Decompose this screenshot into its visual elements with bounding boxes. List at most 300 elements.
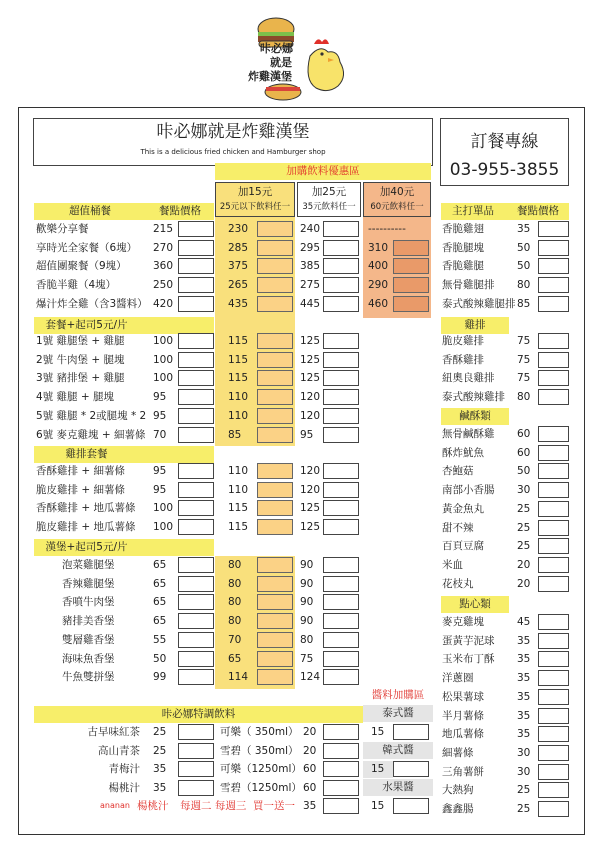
order-checkbox[interactable]	[538, 801, 569, 817]
singles-header: 主打單品	[452, 205, 494, 217]
menu-item-name: 鑫鑫腸	[442, 803, 474, 815]
tier-25-price: 120	[300, 409, 321, 422]
order-checkbox[interactable]	[178, 296, 214, 312]
logo-line-3: 炸雞漢堡	[248, 70, 292, 83]
logo-line-2: 就是	[270, 56, 292, 69]
drink-checkbox[interactable]	[178, 724, 214, 740]
order-checkbox[interactable]	[538, 633, 569, 649]
tier-15-checkbox[interactable]	[257, 296, 293, 312]
sauce-price: 15	[371, 726, 385, 738]
menu-item-name: 花枝丸	[442, 577, 474, 590]
menu-item-name: 松果薯球	[442, 690, 484, 703]
tier-25-price: 90	[300, 596, 314, 609]
menu-item-name: 雙層雞香堡	[62, 633, 115, 646]
tier-25-price: 75	[300, 652, 314, 665]
tier-15-price: 285	[228, 241, 249, 254]
tier-15-checkbox[interactable]	[257, 576, 293, 592]
menu-item-name: 2號 牛肉堡 + 腿塊	[36, 353, 125, 366]
menu-item-price: 25	[517, 540, 531, 553]
menu-item-price: 75	[517, 335, 531, 347]
menu-item-price: 35	[517, 728, 531, 741]
tier-25-checkbox[interactable]	[323, 277, 359, 293]
tier-40-line2: 60元飲料任一	[370, 202, 424, 212]
menu-item-price: 215	[153, 223, 174, 235]
menu-item-name: 香酥雞排 + 細薯條	[36, 465, 125, 477]
tier-25-price: 90	[300, 615, 314, 628]
soda-price: 20	[303, 744, 317, 757]
order-checkbox[interactable]	[538, 445, 569, 461]
order-checkbox[interactable]	[538, 538, 569, 554]
sauce-name: 韓式醬	[382, 744, 414, 756]
menu-item-name: 米血	[442, 558, 463, 571]
order-checkbox[interactable]	[538, 576, 569, 592]
tier-15-checkbox[interactable]	[257, 352, 293, 368]
tier-25-price: 295	[300, 241, 321, 254]
tier-40-price: 460	[368, 297, 389, 310]
order-checkbox[interactable]	[538, 520, 569, 536]
order-checkbox[interactable]	[538, 614, 569, 630]
drink-checkbox[interactable]	[178, 761, 214, 777]
menu-item-name: 香脆半雞（4塊）	[36, 279, 117, 292]
menu-item-name: 泰式酸辣雞排	[442, 391, 505, 404]
tier-15-price: 70	[228, 633, 242, 646]
soda-checkbox[interactable]	[323, 743, 359, 759]
drink-name: 高山青茶	[98, 744, 140, 757]
tier-25-checkbox[interactable]	[323, 370, 359, 386]
drink-price: 25	[153, 744, 167, 757]
menu-item-name: 香脆雞翅	[442, 223, 484, 235]
promo-price: 35	[303, 800, 317, 812]
menu-item-price: 65	[153, 615, 167, 628]
menu-item-name: 香脆雞腿	[442, 260, 484, 273]
tier-25-checkbox[interactable]	[323, 240, 359, 256]
order-checkbox[interactable]	[538, 352, 569, 368]
menu-item-price: 95	[153, 391, 167, 404]
tier-15-checkbox[interactable]	[257, 427, 293, 443]
order-checkbox[interactable]	[538, 370, 569, 386]
order-checkbox[interactable]	[538, 670, 569, 686]
menu-item-name: 豬排美香堡	[62, 615, 115, 628]
menu-item-price: 100	[153, 372, 174, 385]
tier-15-price: 115	[228, 353, 249, 366]
tier-25-price: 120	[300, 465, 321, 477]
sauce-checkbox[interactable]	[393, 798, 429, 814]
soda-price: 60	[303, 763, 317, 776]
tier-25-checkbox[interactable]	[323, 669, 359, 685]
order-checkbox[interactable]	[538, 782, 569, 798]
order-checkbox[interactable]	[178, 651, 214, 667]
tier-15-price: 265	[228, 279, 249, 292]
tier-40-price: 400	[368, 260, 389, 273]
menu-item-price: 45	[517, 616, 531, 628]
tier-25-checkbox[interactable]	[323, 408, 359, 424]
menu-item-name: 香酥雞排	[442, 353, 484, 366]
menu-item-price: 65	[153, 559, 167, 571]
tier-15-checkbox[interactable]	[257, 277, 293, 293]
menu-item-name: 杏鮑菇	[442, 465, 474, 478]
tier-40-checkbox[interactable]	[393, 258, 429, 274]
order-checkbox[interactable]	[178, 519, 214, 535]
menu-item-name: 脆皮雞排	[442, 335, 484, 347]
order-checkbox[interactable]	[178, 557, 214, 573]
tier-25-checkbox[interactable]	[323, 221, 359, 237]
drink-name: 古早味紅茶	[87, 726, 140, 738]
tier-40-checkbox[interactable]	[393, 277, 429, 293]
order-checkbox[interactable]	[538, 745, 569, 761]
menu-item-price: 50	[517, 241, 531, 254]
menu-item-name: 三角薯餅	[442, 765, 484, 778]
menu-item-price: 99	[153, 671, 167, 684]
tier-15-checkbox[interactable]	[257, 613, 293, 629]
tier-40-price: 290	[368, 279, 389, 292]
tier-25-checkbox[interactable]	[323, 594, 359, 610]
tier-40-checkbox[interactable]	[393, 240, 429, 256]
menu-item-price: 270	[153, 241, 174, 254]
tier-15-price: 80	[228, 615, 242, 628]
order-checkbox[interactable]	[538, 557, 569, 573]
menu-item-name: 海味魚香堡	[62, 652, 115, 665]
tier-25-checkbox[interactable]	[323, 482, 359, 498]
tier-25-price: 275	[300, 279, 321, 292]
tier-25-checkbox[interactable]	[323, 389, 359, 405]
order-checkbox[interactable]	[178, 352, 214, 368]
promo-days: 每週二 每週三	[180, 800, 247, 812]
drink-checkbox[interactable]	[178, 743, 214, 759]
tier-15-price: 85	[228, 428, 242, 441]
page-subtitle: This is a delicious fried chicken and Hamburger shop	[140, 148, 326, 156]
tier-15-checkbox[interactable]	[257, 463, 293, 479]
menu-item-price: 30	[517, 746, 531, 759]
order-checkbox[interactable]	[178, 389, 214, 405]
order-checkbox[interactable]	[178, 594, 214, 610]
tier-15-checkbox[interactable]	[257, 632, 293, 648]
menu-item-name: 泰式酸辣雞腿排	[442, 297, 516, 310]
menu-item-price: 80	[517, 391, 531, 404]
order-checkbox[interactable]	[178, 576, 214, 592]
tier-25-price: 80	[300, 633, 314, 646]
snacks-header: 點心類	[459, 598, 491, 610]
menu-item-price: 35	[517, 709, 531, 722]
tier-15-price: 115	[228, 502, 249, 515]
tier-15-price: 230	[228, 223, 249, 235]
tier-25-checkbox[interactable]	[323, 519, 359, 535]
menu-item-price: 35	[517, 690, 531, 703]
logo	[248, 14, 358, 104]
drink-promo-label: 加購飲料優惠區	[286, 165, 360, 177]
order-checkbox[interactable]	[178, 482, 214, 498]
order-checkbox[interactable]	[538, 708, 569, 724]
tier-25-price: 95	[300, 428, 314, 441]
order-checkbox[interactable]	[538, 258, 569, 274]
tier-15-price: 80	[228, 596, 242, 609]
menu-item-price: 50	[517, 260, 531, 273]
menu-item-name: 香辣雞腿堡	[62, 577, 115, 590]
menu-item-price: 65	[153, 596, 167, 609]
promo-checkbox[interactable]	[323, 798, 359, 814]
drink-name: 楊桃汁	[108, 782, 140, 795]
menu-item-name: 4號 雞腿 + 腿塊	[36, 391, 114, 404]
drink-price: 25	[153, 726, 167, 738]
tier-25-checkbox[interactable]	[323, 333, 359, 349]
tier-15-price: 435	[228, 297, 249, 310]
menu-item-name: 百頁豆腐	[442, 540, 484, 553]
fried-header: 鹹酥類	[459, 410, 491, 422]
order-checkbox[interactable]	[538, 726, 569, 742]
order-checkbox[interactable]	[538, 501, 569, 517]
menu-item-name: 歡樂分享餐	[36, 223, 89, 235]
cutlets-header: 雞排	[464, 319, 486, 331]
soda-name: 雪碧（ 350ml）	[220, 744, 299, 757]
menu-item-name: 甜不辣	[442, 521, 474, 534]
soda-name: 可樂（1250ml）	[220, 763, 302, 776]
soda-checkbox[interactable]	[323, 761, 359, 777]
tier-15-price: 110	[228, 391, 249, 404]
menu-item-name: 地瓜薯條	[442, 728, 484, 741]
menu-item-price: 25	[517, 803, 531, 815]
order-checkbox[interactable]	[538, 482, 569, 498]
menu-item-name: 無骨雞腿排	[442, 279, 495, 292]
sets-header: 套餐+起司5元/片	[45, 319, 128, 331]
order-checkbox[interactable]	[178, 500, 214, 516]
drinks-header: 咔必娜特調飲料	[161, 708, 236, 720]
order-checkbox[interactable]	[178, 333, 214, 349]
sauce-price: 15	[371, 763, 385, 775]
tier-15-price: 110	[228, 483, 249, 496]
drink-name: 青梅汁	[108, 763, 140, 776]
drink-price: 35	[153, 782, 167, 795]
tier-25-checkbox[interactable]	[323, 258, 359, 274]
order-checkbox[interactable]	[538, 651, 569, 667]
burgers-header: 漢堡+起司5元/片	[45, 541, 128, 553]
menu-item-price: 100	[153, 521, 174, 534]
soda-name: 雪碧（1250ml）	[220, 782, 302, 795]
drink-price: 35	[153, 763, 167, 776]
order-checkbox[interactable]	[178, 408, 214, 424]
tier-15-line1: 加15元	[237, 186, 273, 198]
order-checkbox[interactable]	[538, 333, 569, 349]
tier-15-price: 80	[228, 577, 242, 590]
menu-item-name: 5號 雞腿 * 2或腿塊 * 2	[36, 409, 147, 422]
order-checkbox[interactable]	[538, 240, 569, 256]
tier-25-price: 445	[300, 297, 321, 310]
order-checkbox[interactable]	[178, 221, 214, 237]
tier-25-checkbox[interactable]	[323, 352, 359, 368]
menu-item-name: 細薯條	[442, 746, 474, 759]
menu-item-price: 35	[517, 672, 531, 685]
order-checkbox[interactable]	[538, 277, 569, 293]
menu-item-price: 100	[153, 335, 174, 347]
order-checkbox[interactable]	[178, 632, 214, 648]
menu-item-price: 360	[153, 260, 174, 273]
menu-item-price: 35	[517, 634, 531, 647]
menu-item-price: 250	[153, 279, 174, 292]
menu-item-price: 80	[517, 279, 531, 292]
drink-checkbox[interactable]	[178, 780, 214, 796]
tier-40-line1: 加40元	[379, 186, 415, 198]
tier-15-checkbox[interactable]	[257, 240, 293, 256]
tier-15-checkbox[interactable]	[257, 500, 293, 516]
menu-item-price: 50	[517, 465, 531, 478]
menu-item-name: 香酥雞排 + 地瓜薯條	[36, 502, 136, 515]
tier-25-checkbox[interactable]	[323, 613, 359, 629]
menu-item-name: 脆皮雞排 + 地瓜薯條	[36, 521, 136, 534]
menu-item-price: 35	[517, 653, 531, 666]
order-checkbox[interactable]	[178, 370, 214, 386]
menu-item-price: 65	[153, 577, 167, 590]
menu-item-name: 6號 麥克雞塊 + 細薯條	[36, 428, 146, 441]
menu-item-name: 黃金魚丸	[442, 502, 484, 515]
menu-item-price: 95	[153, 409, 167, 422]
singles-price-header: 餐點價格	[517, 205, 559, 217]
soda-name: 可樂（ 350ml）	[220, 726, 299, 738]
order-checkbox[interactable]	[538, 463, 569, 479]
menu-item-price: 30	[517, 765, 531, 778]
tier-15-checkbox[interactable]	[257, 221, 293, 237]
tier-25-price: 90	[300, 577, 314, 590]
menu-item-name: 玉米布丁酥	[442, 653, 495, 666]
menu-item-name: 無骨鹹酥雞	[442, 428, 495, 440]
menu-item-name: 泡菜雞腿堡	[62, 559, 115, 571]
tier-25-price: 125	[300, 335, 321, 347]
menu-item-price: 95	[153, 465, 167, 477]
tier-25-price: 385	[300, 260, 321, 273]
tier-15-line2: 25元以下飲料任一	[219, 202, 291, 212]
menu-item-price: 25	[517, 521, 531, 534]
promo-prefix: ananan	[100, 801, 130, 810]
tier-25-price: 120	[300, 483, 321, 496]
order-checkbox[interactable]	[538, 689, 569, 705]
logo-line-1: 咔必娜	[260, 42, 293, 55]
menu-item-name: 香噴牛肉堡	[62, 596, 115, 609]
order-checkbox[interactable]	[178, 613, 214, 629]
menu-item-price: 100	[153, 502, 174, 515]
tier-15-price: 115	[228, 335, 249, 347]
tier-25-line2: 35元飲料任一	[302, 202, 356, 212]
tier-15-checkbox[interactable]	[257, 482, 293, 498]
tier-15-price: 115	[228, 372, 249, 385]
menu-item-name: 大熱狗	[442, 784, 474, 797]
order-checkbox[interactable]	[178, 427, 214, 443]
tier-25-checkbox[interactable]	[323, 463, 359, 479]
menu-item-name: 麥克雞塊	[442, 616, 484, 628]
order-checkbox[interactable]	[538, 389, 569, 405]
menu-item-price: 100	[153, 353, 174, 366]
order-checkbox[interactable]	[538, 296, 569, 312]
tier-15-checkbox[interactable]	[257, 370, 293, 386]
tier-25-checkbox[interactable]	[323, 557, 359, 573]
order-checkbox[interactable]	[178, 669, 214, 685]
menu-item-name: 脆皮雞排 + 細薯條	[36, 483, 125, 496]
promo-item: 楊桃汁	[137, 800, 169, 812]
order-checkbox[interactable]	[538, 221, 569, 237]
menu-item-price: 60	[517, 446, 531, 459]
tier-15-checkbox[interactable]	[257, 557, 293, 573]
tier-25-price: 125	[300, 372, 321, 385]
order-checkbox[interactable]	[178, 258, 214, 274]
tier-25-checkbox[interactable]	[323, 632, 359, 648]
tier-25-checkbox[interactable]	[323, 576, 359, 592]
tier-15-checkbox[interactable]	[257, 651, 293, 667]
tier-25-checkbox[interactable]	[323, 296, 359, 312]
order-checkbox[interactable]	[178, 240, 214, 256]
menu-item-price: 75	[517, 372, 531, 385]
menu-item-name: 享時光全家餐（6塊）	[36, 241, 138, 254]
tier-15-checkbox[interactable]	[257, 258, 293, 274]
menu-item-name: 半月薯條	[442, 709, 484, 722]
tier-25-checkbox[interactable]	[323, 500, 359, 516]
soda-price: 20	[303, 726, 317, 738]
tier-15-checkbox[interactable]	[257, 389, 293, 405]
sauce-checkbox[interactable]	[393, 761, 429, 777]
sauce-name: 泰式醬	[382, 707, 414, 719]
menu-item-name: 紐奧良雞排	[442, 372, 495, 385]
tier-25-price: 120	[300, 391, 321, 404]
menu-item-price: 35	[517, 223, 531, 235]
tier-25-price: 124	[300, 671, 321, 684]
tier-15-price: 114	[228, 671, 249, 684]
tier-25-price: 125	[300, 521, 321, 534]
sauce-price: 15	[371, 800, 385, 812]
tier-25-price: 125	[300, 353, 321, 366]
tier-15-price: 110	[228, 465, 249, 477]
menu-item-name: 3號 豬排堡 + 雞腿	[36, 372, 125, 385]
menu-item-price: 25	[517, 502, 531, 515]
menu-item-price: 85	[517, 297, 531, 310]
order-checkbox[interactable]	[178, 277, 214, 293]
order-checkbox[interactable]	[538, 764, 569, 780]
sauce-checkbox[interactable]	[393, 724, 429, 740]
tier-25-checkbox[interactable]	[323, 651, 359, 667]
menu-item-price: 30	[517, 484, 531, 497]
value-meals-price-header: 餐點價格	[159, 205, 201, 217]
tier-25-price: 125	[300, 502, 321, 515]
menu-item-price: 20	[517, 558, 531, 571]
sauce-name: 水果醬	[382, 781, 414, 793]
menu-item-name: 爆汁炸全雞（含3醬料）	[36, 297, 148, 310]
soda-checkbox[interactable]	[323, 780, 359, 796]
tier-15-checkbox[interactable]	[257, 669, 293, 685]
burger-chicken-logo-icon	[248, 14, 358, 104]
sauce-header: 醬料加購區	[371, 689, 425, 701]
soda-price: 60	[303, 782, 317, 795]
tier-15-checkbox[interactable]	[257, 519, 293, 535]
menu-item-price: 420	[153, 297, 174, 310]
menu-item-name: 1號 雞腿堡 + 雞腿	[36, 335, 125, 347]
tier-15-checkbox[interactable]	[257, 594, 293, 610]
menu-item-name: 牛魚雙拼堡	[62, 671, 115, 684]
order-checkbox[interactable]	[178, 463, 214, 479]
menu-item-price: 75	[517, 353, 531, 366]
tier-15-checkbox[interactable]	[257, 408, 293, 424]
menu-item-price: 95	[153, 483, 167, 496]
menu-item-price: 50	[153, 652, 167, 665]
hotline-phone: 03-955-3855	[449, 160, 560, 180]
menu-item-price: 60	[517, 428, 531, 440]
tier-25-checkbox[interactable]	[323, 427, 359, 443]
menu-item-name: 蛋黃芋泥球	[442, 634, 495, 647]
hotline-label: 訂餐專線	[470, 132, 539, 152]
value-meals-header: 超值桶餐	[69, 205, 111, 217]
tier-40-checkbox[interactable]	[393, 296, 429, 312]
tier-15-checkbox[interactable]	[257, 333, 293, 349]
menu-item-price: 70	[153, 428, 167, 441]
menu-item-name: 洋蔥圈	[442, 672, 474, 685]
tier-15-price: 110	[228, 409, 249, 422]
soda-checkbox[interactable]	[323, 724, 359, 740]
tier-25-price: 90	[300, 559, 314, 571]
tier-15-price: 375	[228, 260, 249, 273]
order-checkbox[interactable]	[538, 426, 569, 442]
